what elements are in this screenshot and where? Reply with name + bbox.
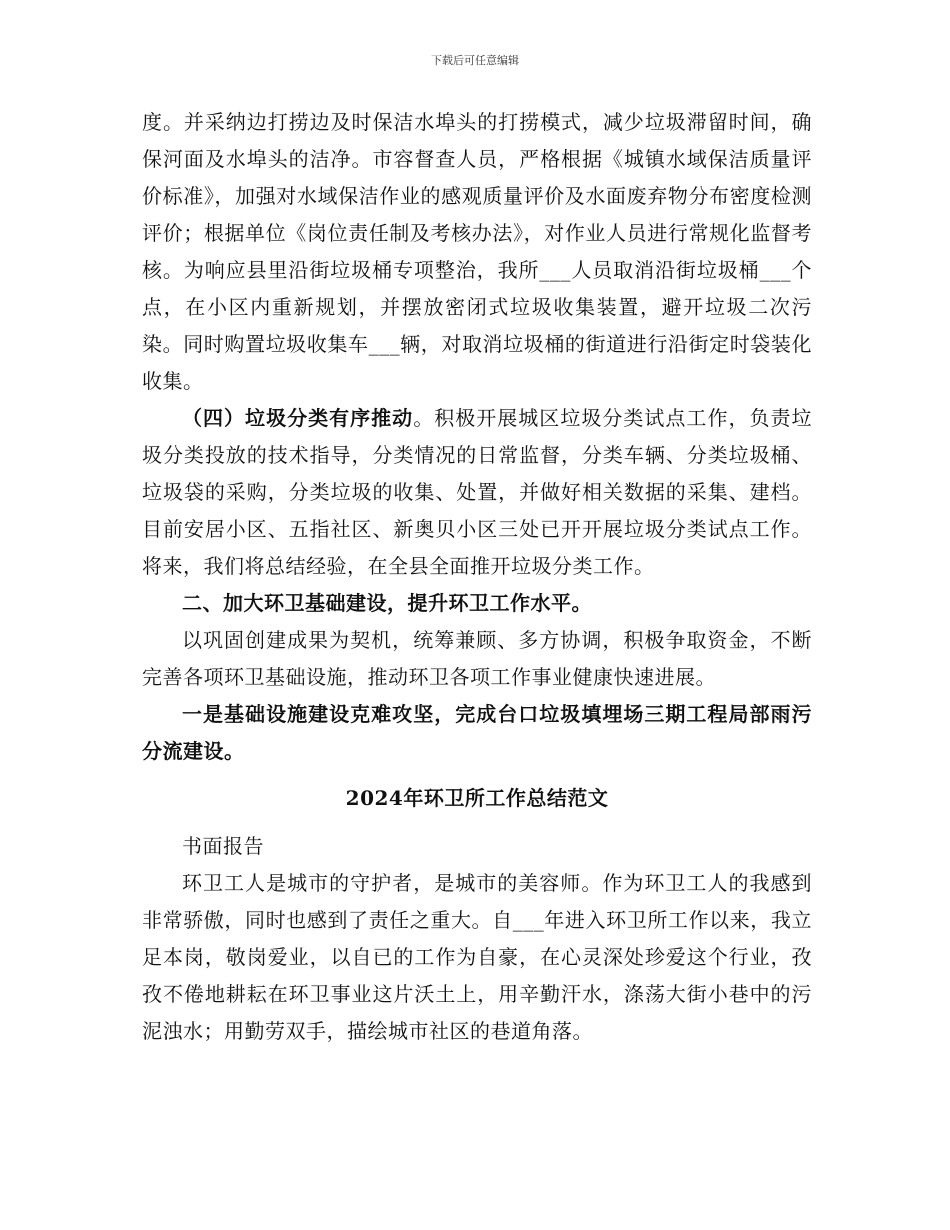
header-note: 下载后可任意编辑 [431,54,519,67]
section-heading-2: 二、加大环卫基础建设，提升环卫工作水平。 [182,591,592,615]
paragraph-2-heading: （四）垃圾分类有序推动 [182,406,414,430]
paragraph-5: 一是基础设施建设克难攻坚，完成台口垃圾填埋场三期工程局部雨污分流建设。 [142,702,812,763]
paragraph-1: 度。并采纳边打捞边及时保洁水埠头的打捞模式，减少垃圾滞留时间，确保河面及水埠头的洁净。市容督查人员，严格根据《城镇水域保洁质量评价标准》，加强对水域保洁作业的感观质量评价及水面废弃物分布密度检测评价；根据单位《岗位责任制及考核办法》，对作业人员进行常规化监督考核。为响应县里沿街垃圾桶专项整治，我所___人员取消沿街垃圾桶___个点，在小区内重新规划，并摆放密闭式垃圾收集装置，避开垃圾二次污染。同时购置垃圾收集车___辆，对取消垃圾桶的街道进行沿街定时袋装化收集。 [142,110,812,393]
paragraph-4: 以巩固创建成果为契机，统筹兼顾、多方协调，积极争取资金，不断完善各项环卫基础设施，推动环卫各项工作事业健康快速进展。 [142,628,812,689]
paragraph-2 [142,400,812,585]
paragraph-2-body: 。积极开展城区垃圾分类试点工作，负责垃圾分类投放的技术指导，分类情况的日常监督，分类车辆、分类垃圾桶、垃圾袋的采购，分类垃圾的收集、处置，并做好相关数据的采集、建档。目前安居小区、五指社区、新奥贝小区三处已开开展垃圾分类试点工作。将来，我们将总结经验，在全县全面推开垃圾分类工作。 [142,406,813,578]
paragraph-7: 环卫工人是城市的守护者，是城市的美容师。作为环卫工人的我感到非常骄傲，同时也感到了责任之重大。自___年进入环卫所工作以来，我立足本岗，敬岗爱业，以自已的工作为自豪，在心灵深处珍爱这个行业，孜孜不倦地耕耘在环卫事业这片沃土上，用辛勤汗水，涤荡大街小巷中的污泥浊水；用勤劳双手，描绘城市社区的巷道角落。 [142,871,812,1043]
paragraph-6: 书面报告 [182,834,264,858]
document-body [142,104,812,1050]
document-title: 2024年环卫所工作总结范文 [345,786,609,810]
